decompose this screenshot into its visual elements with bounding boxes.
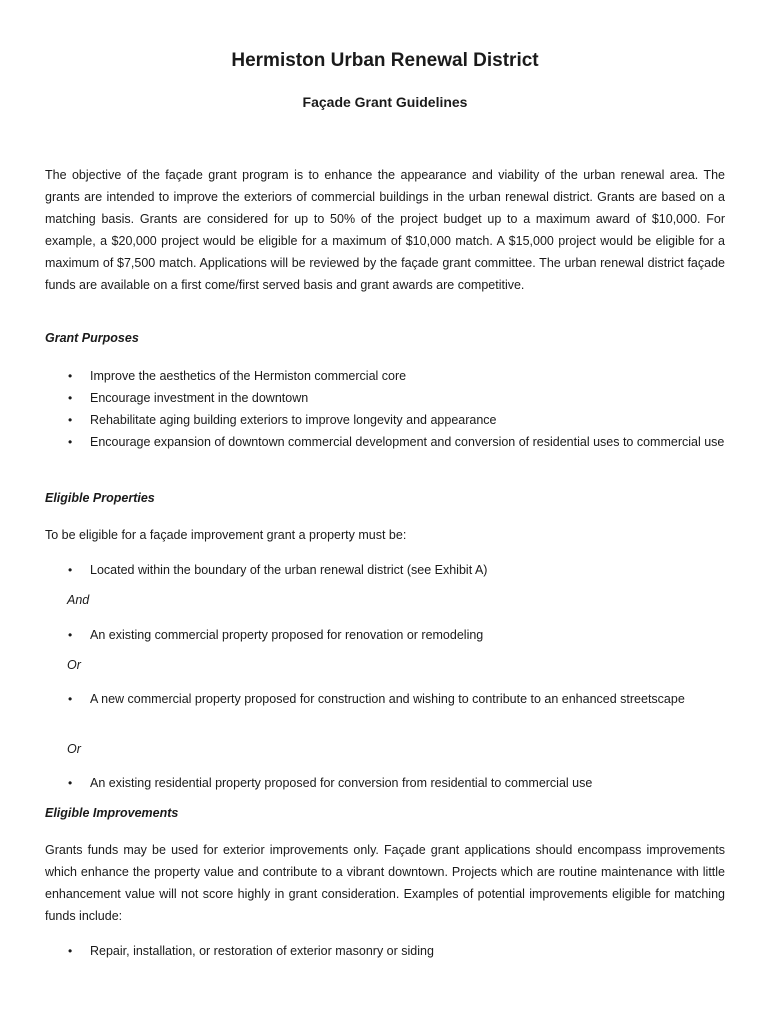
bullet-icon: • [68,435,73,449]
eligible-improvements-list [45,940,725,962]
eligible-properties-heading: Eligible Properties [45,491,155,505]
eligible-properties-intro: To be eligible for a façade improvement grant a property must be: [45,528,407,542]
eligible-property-item-2 [45,624,725,646]
bullet-icon: • [68,563,73,577]
grant-purposes-list [45,365,725,453]
grant-purposes-heading: Grant Purposes [45,331,139,345]
bullet-icon: • [68,776,73,790]
list-item: • An existing commercial property proposed for renovation or remodeling [45,624,725,646]
bullet-icon: • [68,944,73,958]
connector-or: Or [67,742,81,756]
connector-and: And [67,593,90,607]
list-item: • An existing residential property proposed for conversion from residential to commercial use [45,772,725,794]
eligible-property-item-1 [45,559,725,581]
list-item: • A new commercial property proposed for construction and wishing to contribute to an enhanced streetscape [45,690,725,709]
intro-paragraph: The objective of the façade grant program is to enhance the appearance and viability of the urban renewal area. The grants are intended to improve the exteriors of commercial buildings in the urban renewal district. Grants are based on a matching basis. Grants are considered for up to 50% of the project budget up to a maximum award of $10,000. For example, a $20,000 project would be eligible for a maximum of $10,000 match. A $15,000 project would be eligible for a maximum of $7,500 match. Applications will be reviewed by the façade grant committee. The urban renewal district façade funds are available on a first come/first served basis and grant awards are competitive. [45,168,725,292]
eligible-improvements-paragraph: Grants funds may be used for exterior improvements only. Façade grant applications should encompass improvements which enhance the property value and contribute to a vibrant downtown. Projects which are routine maintenance with little enhancement value will not score highly in grant consideration. Examples of potential improvements eligible for matching funds include: [45,843,725,923]
list-item: • Encourage expansion of downtown commercial development and conversion of residential uses to commercial use [45,431,725,453]
list-item: • Located within the boundary of the urban renewal district (see Exhibit A) [45,559,725,581]
list-item: • Rehabilitate aging building exteriors to improve longevity and appearance [45,409,725,431]
connector-or: Or [67,658,81,672]
bullet-icon: • [68,369,73,383]
eligible-improvements-heading: Eligible Improvements [45,806,179,820]
bullet-icon: • [68,413,73,427]
eligible-property-item-3 [45,690,725,709]
list-item: • Repair, installation, or restoration of exterior masonry or siding [45,940,725,962]
document-title: Hermiston Urban Renewal District [231,50,539,71]
bullet-icon: • [68,692,73,706]
document-subtitle: Façade Grant Guidelines [302,94,468,110]
bullet-icon: • [68,391,73,405]
list-item: • Improve the aesthetics of the Hermiston commercial core [45,365,725,387]
list-item: • Encourage investment in the downtown [45,387,725,409]
eligible-property-item-4 [45,772,725,794]
bullet-icon: • [68,628,73,642]
